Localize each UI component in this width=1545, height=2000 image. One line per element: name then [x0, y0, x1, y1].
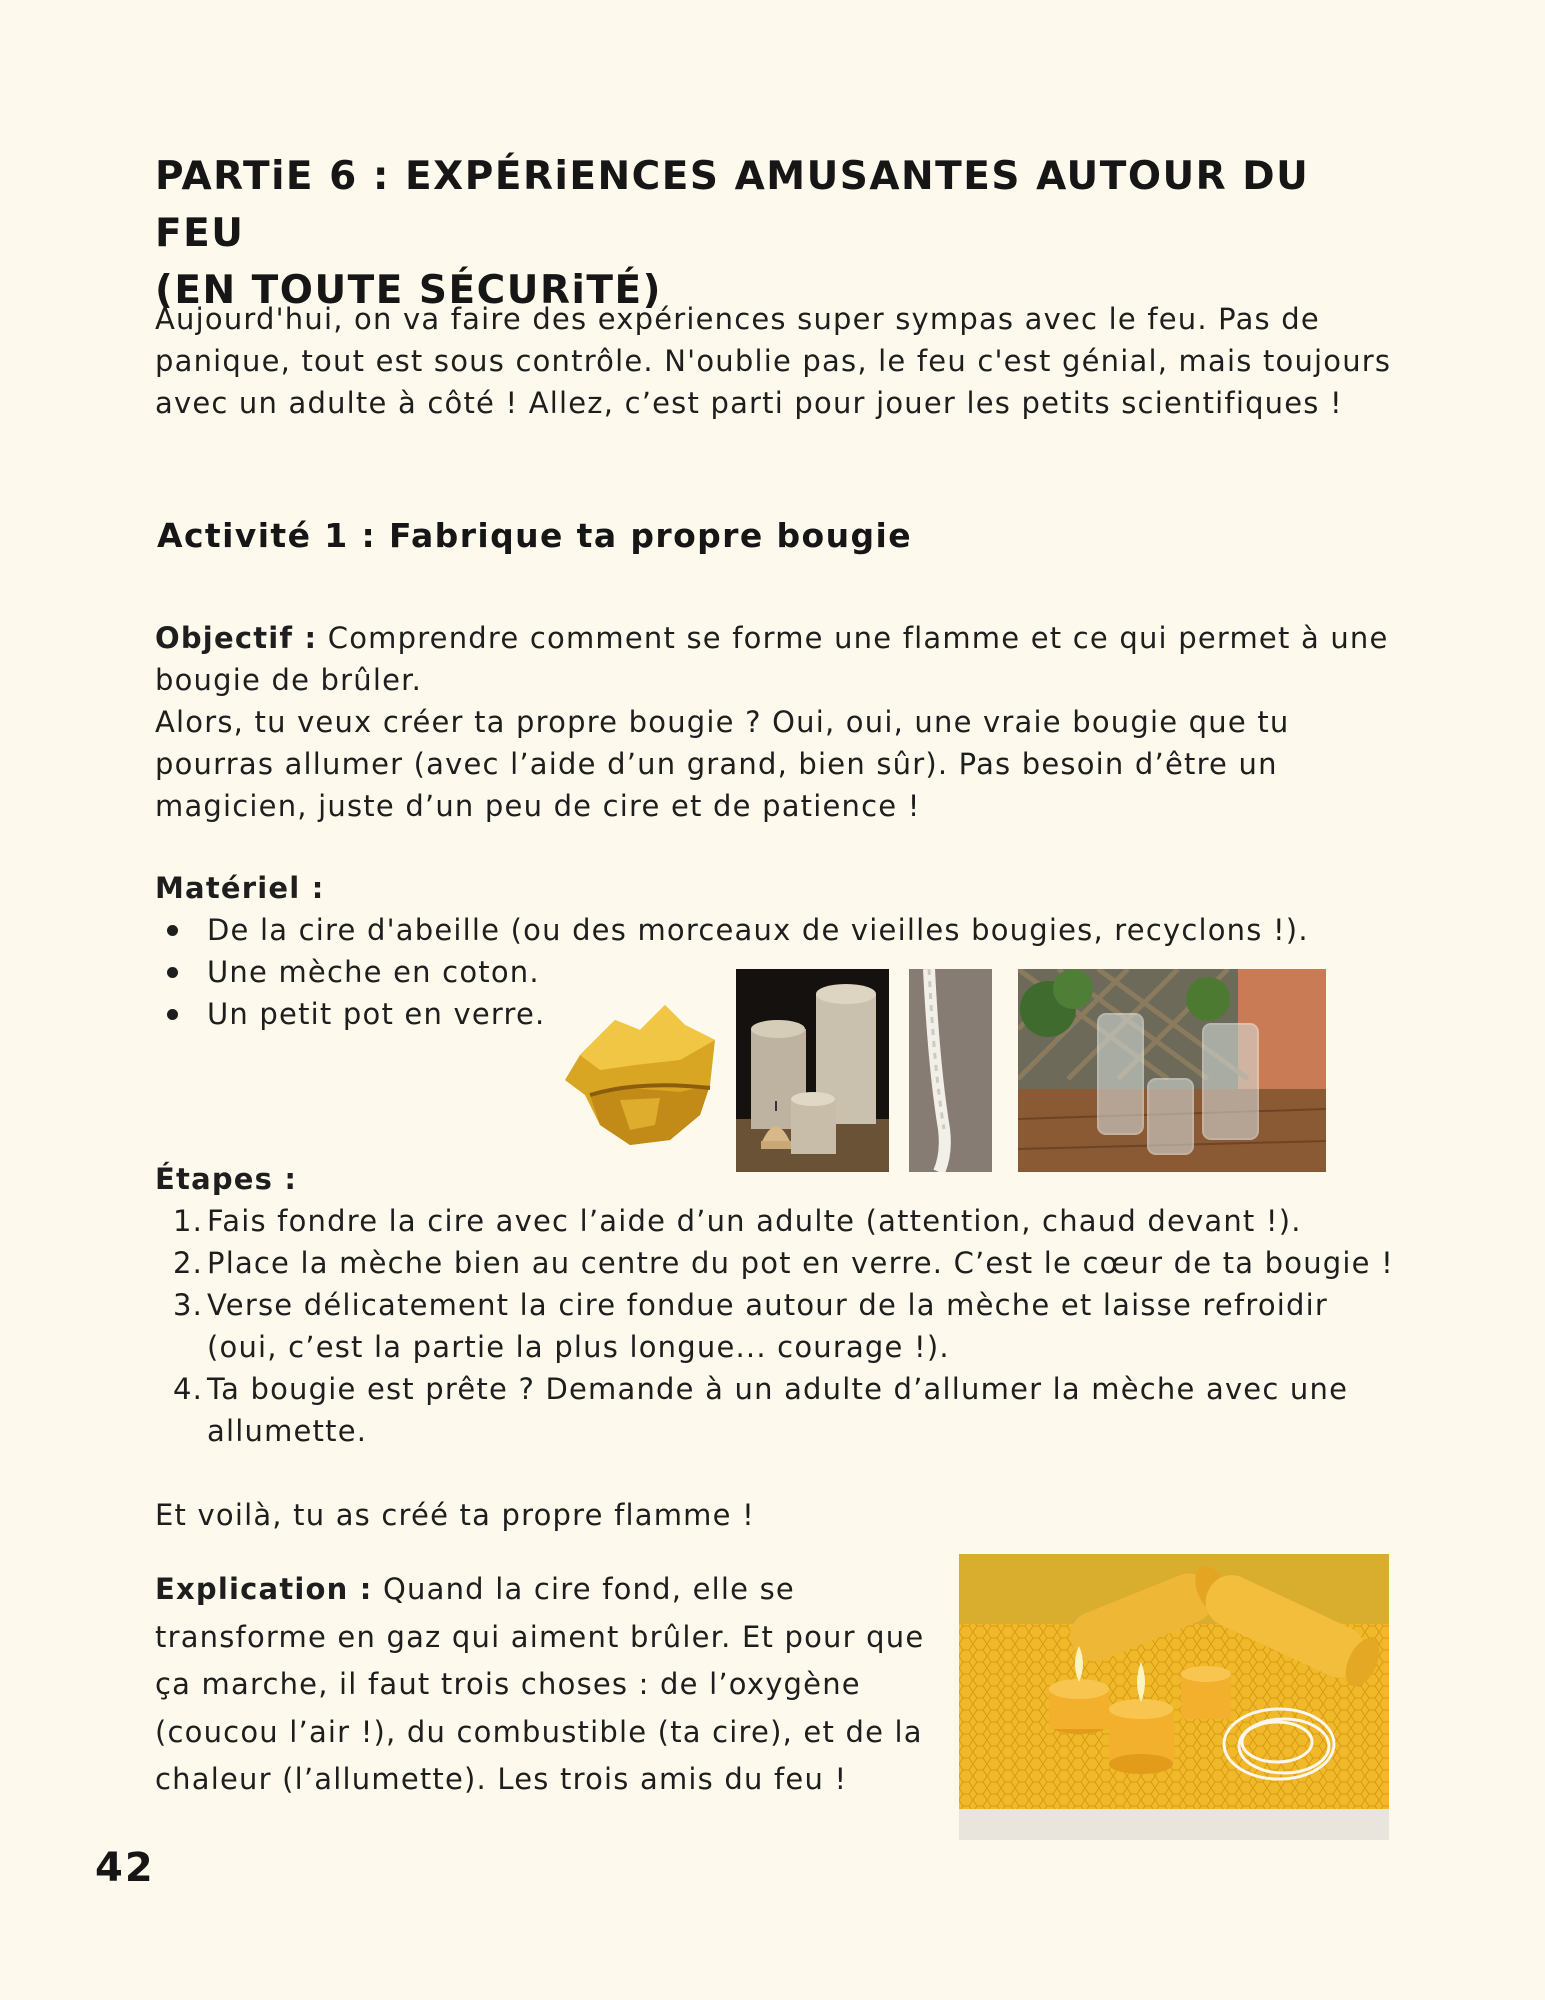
chapter-title-line1: PARTiE 6 : EXPÉRiENCES AMUSANTES AUTOUR DU FEU: [155, 154, 1310, 256]
steps-list: [155, 1200, 1405, 1452]
material-item: De la cire d'abeille (ou des morceaux de vieilles bougies, recyclons !).: [155, 909, 1309, 951]
single-wick-photo: [909, 969, 992, 1172]
objective-label: Objectif :: [155, 621, 318, 655]
material-item: Une mèche en coton.: [155, 951, 1309, 993]
explanation-paragraph: [155, 1566, 925, 1804]
conclusion: Et voilà, tu as créé ta propre flamme !: [155, 1498, 755, 1532]
bullet-icon: [167, 1009, 178, 1020]
bullet-icon: [167, 967, 178, 978]
beeswax-candles-photo: [959, 1554, 1389, 1840]
steps-heading: Étapes :: [155, 1162, 298, 1196]
step-item: 3. Verse délicatement la cire fondue autour de la mèche et laisse refroidir (oui, c’est la partie la plus longue... courage !).: [173, 1288, 1329, 1364]
chapter-title: [155, 148, 1405, 319]
step-item: 1. Fais fondre la cire avec l’aide d’un adulte (attention, chaud devant !).: [173, 1204, 1302, 1238]
objective-more: Alors, tu veux créer ta propre bougie ? Oui, oui, une vraie bougie que tu pourras allumer (avec l’aide d’un grand, bien sûr). Pas besoin d’être un magicien, juste d’un peu de cire et de patience !: [155, 705, 1290, 823]
page-number: 42: [95, 1845, 155, 1891]
explanation-label: Explication :: [155, 1572, 373, 1606]
step-item: 4. Ta bougie est prête ? Demande à un adulte d’allumer la mèche avec une allumette.: [173, 1372, 1349, 1448]
activity-title: Activité 1 : Fabrique ta propre bougie: [157, 516, 913, 555]
beeswax-photo: [560, 1000, 720, 1150]
material-heading: Matériel :: [155, 871, 325, 905]
objective-paragraph: [155, 617, 1395, 701]
objective-text: Comprendre comment se forme une flamme et ce qui permet à une bougie de brûler.: [155, 621, 1389, 697]
step-item: 2. Place la mèche bien au centre du pot en verre. C’est le cœur de ta bougie !: [173, 1246, 1394, 1280]
objective-block: [155, 617, 1395, 827]
intro-paragraph: Aujourd'hui, on va faire des expériences super sympas avec le feu. Pas de panique, tout est sous contrôle. N'oublie pas, le feu c'est génial, mais toujours avec un adulte à côté ! Allez, c’est parti pour jouer les petits scientifiques !: [155, 302, 1392, 420]
explanation-text: Quand la cire fond, elle se transforme en gaz qui aiment brûler. Et pour que ça marche, il faut trois choses : de l’oxygène (coucou l’air !), du combustible (ta cire), et de la chaleur (l’allumette). Les trois amis du feu !: [155, 1572, 925, 1796]
wick-spools-photo: [736, 969, 889, 1172]
bullet-icon: [167, 925, 178, 936]
chapter-title-line2: (EN TOUTE SÉCURiTÉ): [155, 268, 662, 313]
material-item: Un petit pot en verre.: [155, 993, 1309, 1035]
glass-jars-photo: [1018, 969, 1326, 1172]
